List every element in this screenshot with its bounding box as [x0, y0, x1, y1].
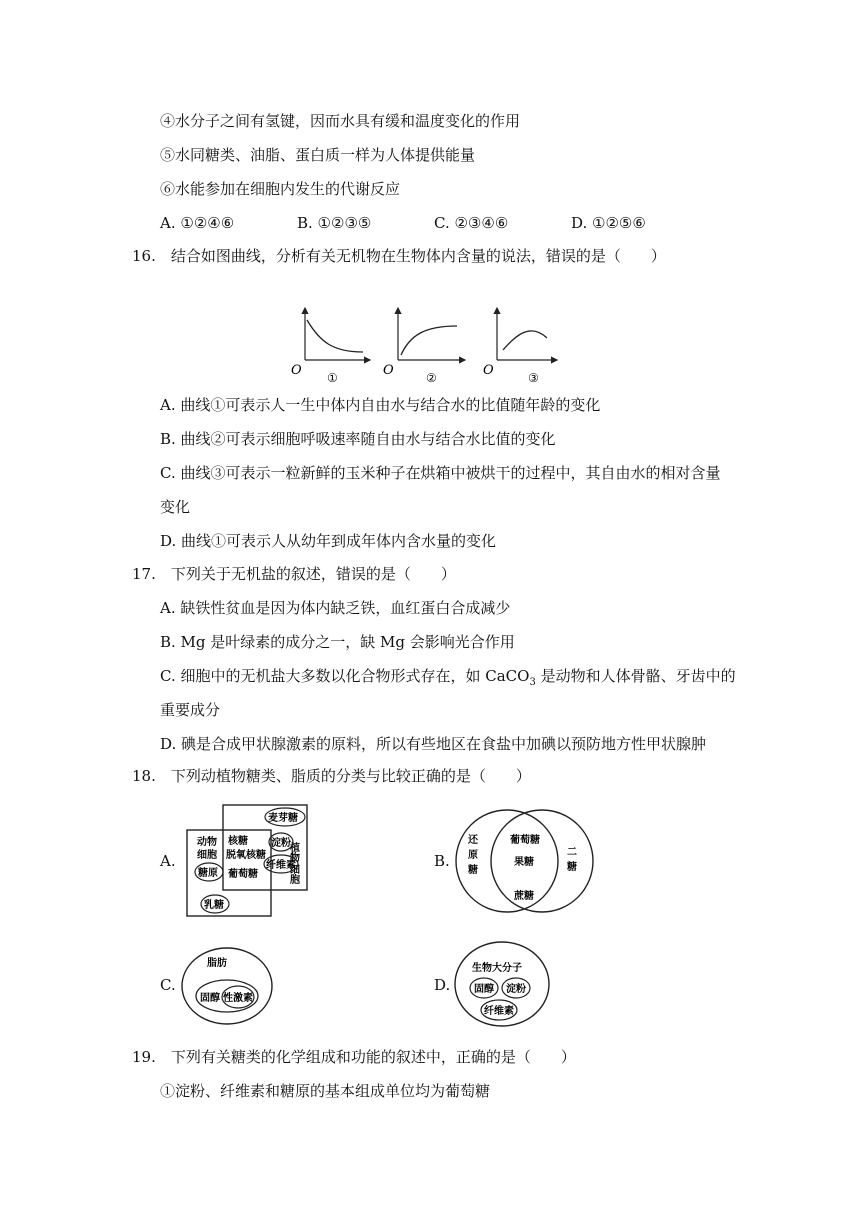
fig-a-animal-1: 动物: [197, 837, 217, 848]
q17-stem: 17. 下列关于无机盐的叙述，错误的是（ ）: [132, 565, 456, 583]
fig-c-sex-hormone: 性激素: [223, 993, 253, 1004]
curve-graph-2: [383, 308, 465, 385]
q19-stem: 19. 下列有关糖类的化学组成和功能的叙述中，正确的是（ ）: [132, 1048, 576, 1066]
fig-a-plant-1: 植物: [287, 842, 299, 862]
fig-a-cellulose: 纤维素: [266, 860, 296, 871]
graph1-label: ①: [327, 371, 338, 385]
q15-item-6: ⑥水能参加在细胞内发生的代谢反应: [160, 180, 401, 198]
q15-option-c: C. ②③④⑥: [434, 214, 509, 232]
graph3-label: ③: [528, 371, 539, 385]
q16-option-c-line1: C. 曲线③可表示一粒新鲜的玉米种子在烘箱中被烘干的过程中，其自由水的相对含量: [160, 464, 721, 482]
q18-label-a: A.: [160, 852, 176, 870]
q17-c-text-pre: C. 细胞中的无机盐大多数以化合物形式存在，如 CaCO: [160, 667, 530, 685]
fig-b-right-1: 二: [567, 847, 577, 858]
q18-label-b: B.: [434, 852, 450, 870]
q17-c-subscript: 3: [529, 677, 536, 688]
q16-option-b: B. 曲线②可表示细胞呼吸速率随自由水与结合水比值的变化: [160, 430, 556, 448]
q16-option-d: D. 曲线①可表示人从幼年到成年体内含水量的变化: [160, 532, 497, 550]
q18-figure-d: [452, 940, 554, 1030]
q18-figure-a: [185, 802, 310, 922]
q18-figure-b: [455, 805, 595, 917]
q16-stem: 16. 结合如图曲线，分析有关无机物在生物体内含量的说法，错误的是（ ）: [132, 247, 666, 265]
fig-d-cellulose: 纤维素: [484, 1006, 514, 1017]
fig-b-fructose: 果糖: [514, 857, 534, 868]
q15-option-d: D. ①②⑤⑥: [571, 214, 646, 232]
fig-b-sucrose: 蔗糖: [514, 891, 534, 902]
q17-option-c-line2: 重要成分: [160, 701, 221, 719]
fig-b-left-2: 原: [468, 850, 478, 861]
fig-a-glucose: 葡萄糖: [228, 869, 258, 880]
q15-option-b: B. ①②③⑤: [297, 214, 372, 232]
q15-option-a: A. ①②④⑥: [160, 214, 235, 232]
fig-a-deoxyribose: 脱氧核糖: [226, 850, 266, 861]
q18-label-c: C.: [160, 976, 176, 994]
fig-d-macromolecule: 生物大分子: [472, 963, 522, 974]
q18-label-d: D.: [434, 976, 451, 994]
graph2-origin: O: [383, 363, 394, 378]
graph2-label: ②: [426, 371, 437, 385]
q17-option-c-line1: [160, 666, 736, 693]
fig-a-glycogen: 糖原: [198, 868, 218, 879]
curve-graph-3: [483, 308, 557, 385]
fig-b-right-2: 糖: [567, 862, 577, 873]
fig-a-plant-2: 细胞: [287, 864, 299, 884]
q18-stem: 18. 下列动植物糖类、脂质的分类与比较正确的是（ ）: [132, 767, 531, 785]
q17-option-a: A. 缺铁性贫血是因为体内缺乏铁，血红蛋白合成减少: [160, 599, 511, 617]
fig-d-starch: 淀粉: [506, 984, 526, 995]
fig-b-left-1: 还: [468, 835, 478, 846]
fig-c-sterol: 固醇: [200, 993, 220, 1004]
fig-b-glucose: 葡萄糖: [510, 835, 540, 846]
graph3-origin: O: [483, 363, 494, 378]
fig-a-ribose: 核糖: [228, 836, 248, 847]
curve-graph-1: [291, 308, 370, 385]
q16-curves-figure: [285, 300, 565, 390]
fig-d-sterol: 固醇: [474, 984, 494, 995]
fig-b-left-3: 糖: [468, 865, 478, 876]
q17-option-d: D. 碘是合成甲状腺激素的原料，所以有些地区在食盐中加碘以预防地方性甲状腺肿: [160, 735, 707, 753]
q16-option-c-line2: 变化: [160, 498, 191, 516]
graph1-origin: O: [291, 363, 302, 378]
q17-option-b: B. Mg 是叶绿素的成分之一，缺 Mg 会影响光合作用: [160, 633, 515, 651]
q17-c-text-post: 是动物和人体骨骼、牙齿中的: [535, 667, 736, 685]
q16-option-a: A. 曲线①可表示人一生中体内自由水与结合水的比值随年龄的变化: [160, 396, 601, 414]
q18-figure-c: [180, 944, 280, 1026]
fig-c-fat: 脂肪: [207, 958, 227, 969]
fig-a-animal-2: 细胞: [197, 850, 217, 861]
q19-item-1: ①淀粉、纤维素和糖原的基本组成单位均为葡萄糖: [160, 1082, 491, 1100]
q15-item-4: ④水分子之间有氢键，因而水具有缓和温度变化的作用: [160, 112, 521, 130]
q15-options: [160, 213, 646, 233]
fig-a-starch: 淀粉: [271, 838, 291, 849]
fig-a-lactose: 乳糖: [204, 900, 224, 911]
q15-item-5: ⑤水同糖类、油脂、蛋白质一样为人体提供能量: [160, 146, 476, 164]
fig-a-maltose: 麦芽糖: [268, 813, 298, 824]
